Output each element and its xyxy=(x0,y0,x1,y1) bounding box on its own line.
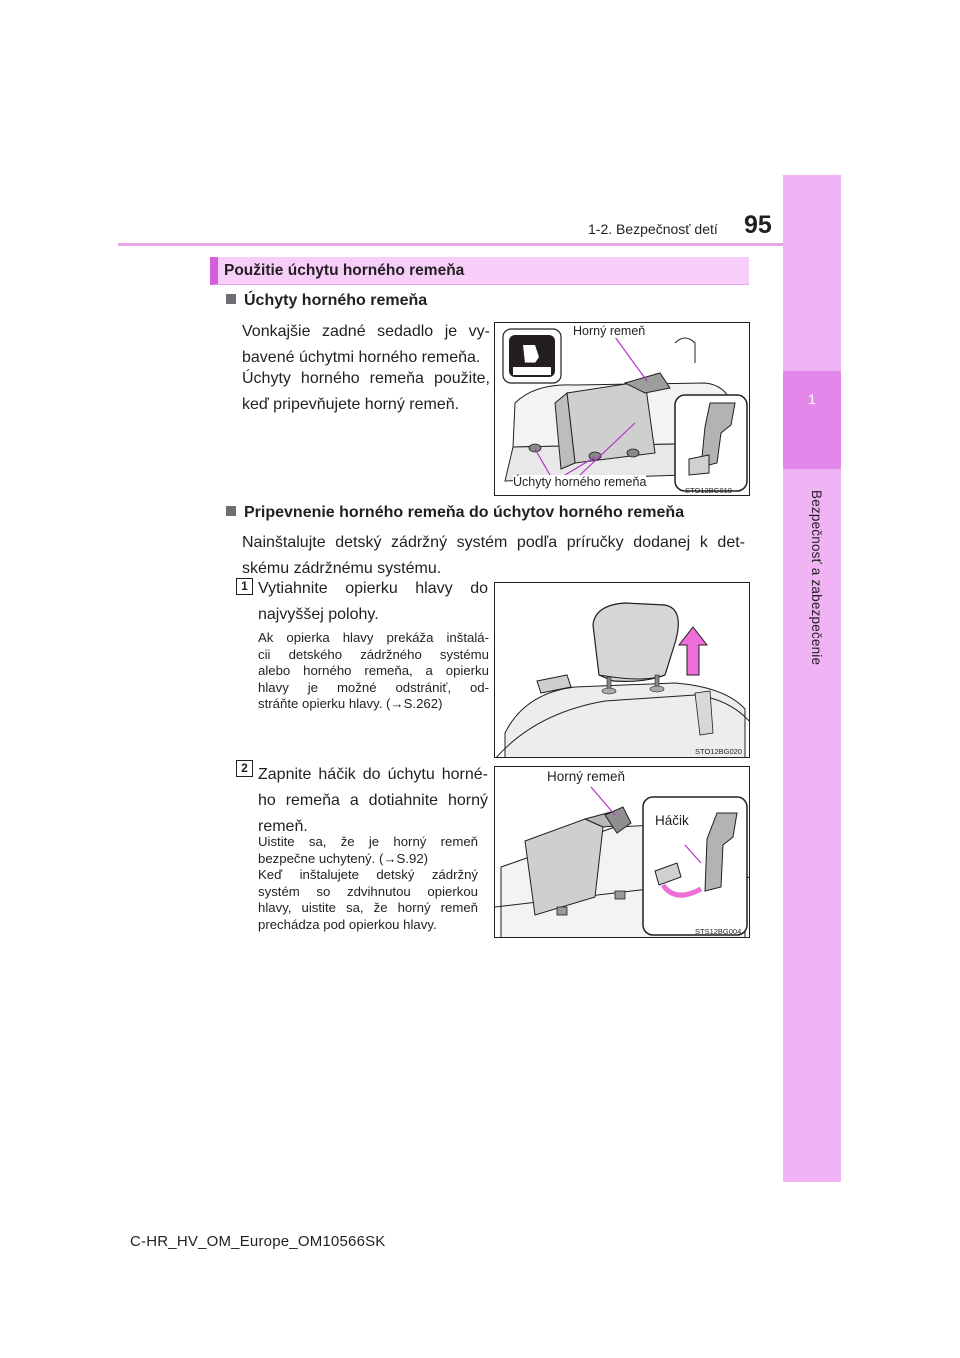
square-bullet-icon xyxy=(226,294,236,304)
document-code: C-HR_HV_OM_Europe_OM10566SK xyxy=(130,1233,386,1250)
figure-code: STS12BG004 xyxy=(695,927,742,936)
section-band-title: Použitie úchytu horného remeňa xyxy=(224,262,465,279)
step-number-2: 2 xyxy=(236,760,253,777)
step2-note: Uistite sa, že je horný remeň bezpečne uchytený. (→S.92) Keď inštalujete detský zádržný systém so zdvihnutou opierkou hlavy, uistite sa, že horný remeň prechádza pod opierkou hlavy. xyxy=(258,834,478,932)
callout-top-strap: Horný remeň xyxy=(573,324,646,338)
paragraph-anchors-equipped: Vonkajšie zadné sedadlo je vy- bavené úchytmi horného remeňa. xyxy=(242,323,490,366)
step1-instruction: Vytiahnite opierku hlavy do najvyššej polohy. xyxy=(258,580,488,623)
header-rule xyxy=(118,243,783,246)
chapter-tab-active xyxy=(783,371,841,469)
callout-anchors: Úchyty horného remeňa xyxy=(513,475,647,489)
figure-hook-attach xyxy=(494,766,750,938)
page-number: 95 xyxy=(744,211,772,239)
heading-attach-strap: Pripevnenie horného remeňa do úchytov horného remeňa xyxy=(226,504,684,522)
step2-instruction: Zapnite háčik do úchytu horné- ho remeňa a dotiahnite horný remeň. xyxy=(258,766,488,835)
figure-code: STO12BG020 xyxy=(695,747,742,756)
callout-top-strap: Horný remeň xyxy=(547,769,626,784)
paragraph-anchors-use: Úchyty horného remeňa použite, keď pripevňujete horný remeň. xyxy=(242,370,490,413)
heading-anchors: Úchyty horného remeňa xyxy=(226,292,427,310)
figure-headrest-raise xyxy=(494,582,750,758)
top-tether-tag: TOP-TETHER xyxy=(511,363,550,369)
chapter-number: 1 xyxy=(808,391,816,407)
section-title: 1-2. Bezpečnosť detí xyxy=(588,221,718,237)
step1-note: Ak opierka hlavy prekáža inštalá- cii detského zádržného systému alebo horného remeňa, a opierku hlavy je možné odstrániť, od- stráňte opierku hlavy. (→S.262) xyxy=(258,630,489,711)
seat-anchors-illustration xyxy=(495,323,750,496)
step-number-1: 1 xyxy=(236,578,253,595)
chapter-title: Bezpečnosť a zabezpečenie xyxy=(809,490,824,666)
callout-hook: Háčik xyxy=(655,813,689,828)
square-bullet-icon xyxy=(226,506,236,516)
figure-tether-anchors xyxy=(494,322,750,496)
figure-code: STO12BG019 xyxy=(685,486,732,495)
headrest-illustration xyxy=(495,583,750,758)
paragraph-install-instructions: Nainštalujte detský zádržný systém podľa príručky dodanej k det- skému zádržnému systému. xyxy=(242,534,745,577)
hook-attach-illustration xyxy=(495,767,750,938)
